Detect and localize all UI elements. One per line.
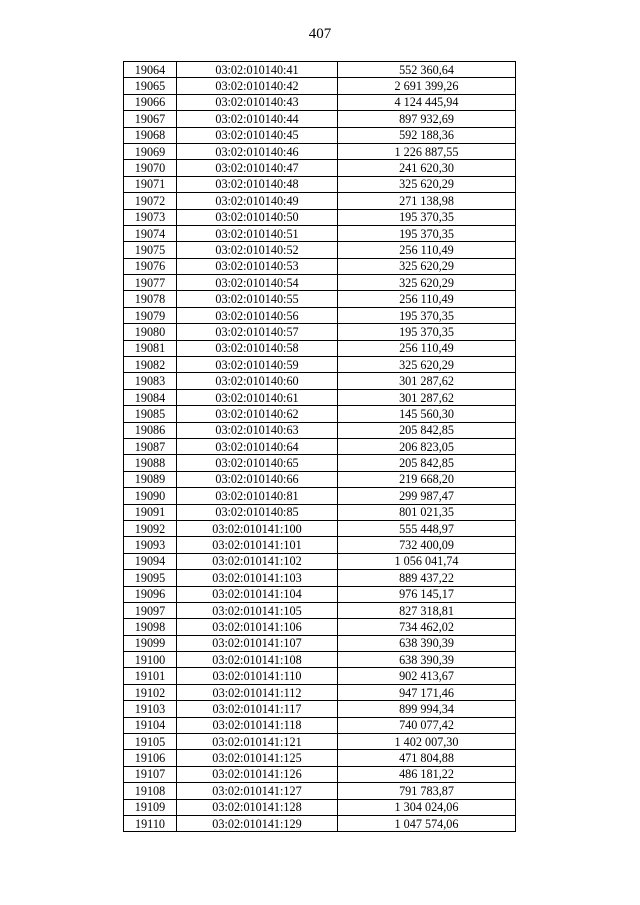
cadastral-number-cell: 03:02:010140:61 [177,389,338,405]
cadastral-number-cell: 03:02:010141:100 [177,520,338,536]
row-number-cell: 19083 [124,373,177,389]
row-number-cell: 19078 [124,291,177,307]
cadastral-number-cell: 03:02:010140:47 [177,160,338,176]
row-number-cell: 19091 [124,504,177,520]
table-row [124,94,516,110]
cadastral-number-cell: 03:02:010140:41 [177,62,338,78]
row-number-cell: 19089 [124,471,177,487]
table-row [124,553,516,569]
table-row [124,143,516,159]
cadastral-number-cell: 03:02:010140:50 [177,209,338,225]
row-number-cell: 19085 [124,406,177,422]
cadastral-number-cell: 03:02:010140:49 [177,193,338,209]
cadastral-value-cell: 976 145,17 [338,586,516,602]
row-number-cell: 19110 [124,815,177,831]
table-row [124,701,516,717]
table-row [124,422,516,438]
table-row [124,62,516,78]
table-row [124,520,516,536]
table-row [124,209,516,225]
cadastral-value-cell: 791 783,87 [338,783,516,799]
cadastral-value-cell: 325 620,29 [338,357,516,373]
cadastral-number-cell: 03:02:010140:48 [177,176,338,192]
row-number-cell: 19095 [124,570,177,586]
cadastral-number-cell: 03:02:010141:101 [177,537,338,553]
cadastral-number-cell: 03:02:010140:65 [177,455,338,471]
table-row [124,537,516,553]
table-row [124,750,516,766]
cadastral-value-cell: 256 110,49 [338,242,516,258]
table-row [124,570,516,586]
row-number-cell: 19064 [124,62,177,78]
table-row [124,176,516,192]
cadastral-value-cell: 205 842,85 [338,455,516,471]
cadastral-number-cell: 03:02:010141:128 [177,799,338,815]
cadastral-value-cell: 219 668,20 [338,471,516,487]
row-number-cell: 19087 [124,438,177,454]
cadastral-value-cell: 889 437,22 [338,570,516,586]
table-row [124,127,516,143]
table-row [124,340,516,356]
cadastral-number-cell: 03:02:010141:108 [177,652,338,668]
cadastral-value-cell: 1 056 041,74 [338,553,516,569]
row-number-cell: 19069 [124,143,177,159]
table-row [124,373,516,389]
page-number: 407 [308,26,332,42]
row-number-cell: 19065 [124,78,177,94]
table-row [124,357,516,373]
row-number-cell: 19096 [124,586,177,602]
cadastral-value-cell: 4 124 445,94 [338,94,516,110]
cadastral-number-cell: 03:02:010140:60 [177,373,338,389]
row-number-cell: 19081 [124,340,177,356]
row-number-cell: 19076 [124,258,177,274]
row-number-cell: 19108 [124,783,177,799]
row-number-cell: 19098 [124,619,177,635]
cadastral-number-cell: 03:02:010140:64 [177,438,338,454]
cadastral-value-cell: 801 021,35 [338,504,516,520]
cadastral-value-cell: 195 370,35 [338,324,516,340]
table-row [124,438,516,454]
cadastral-value-cell: 740 077,42 [338,717,516,733]
cadastral-value-cell: 555 448,97 [338,520,516,536]
cadastral-number-cell: 03:02:010141:107 [177,635,338,651]
row-number-cell: 19100 [124,652,177,668]
cadastral-value-cell: 206 823,05 [338,438,516,454]
cadastral-value-cell: 486 181,22 [338,766,516,782]
cadastral-number-cell: 03:02:010141:121 [177,734,338,750]
row-number-cell: 19106 [124,750,177,766]
table-row [124,291,516,307]
cadastral-value-cell: 899 994,34 [338,701,516,717]
table-row [124,111,516,127]
table-row [124,307,516,323]
table-row [124,815,516,831]
cadastral-value-cell: 902 413,67 [338,668,516,684]
cadastral-number-cell: 03:02:010140:62 [177,406,338,422]
row-number-cell: 19066 [124,94,177,110]
row-number-cell: 19084 [124,389,177,405]
row-number-cell: 19070 [124,160,177,176]
cadastral-number-cell: 03:02:010140:57 [177,324,338,340]
table-row [124,488,516,504]
cadastral-value-cell: 256 110,49 [338,291,516,307]
table-row [124,619,516,635]
row-number-cell: 19107 [124,766,177,782]
table-row [124,193,516,209]
cadastral-value-cell: 325 620,29 [338,176,516,192]
table-row [124,406,516,422]
cadastral-number-cell: 03:02:010140:66 [177,471,338,487]
table-row [124,783,516,799]
cadastral-value-cell: 256 110,49 [338,340,516,356]
cadastral-value-cell: 1 047 574,06 [338,815,516,831]
cadastral-value-cell: 638 390,39 [338,652,516,668]
cadastral-number-cell: 03:02:010141:117 [177,701,338,717]
row-number-cell: 19067 [124,111,177,127]
table-row [124,734,516,750]
row-number-cell: 19105 [124,734,177,750]
cadastral-number-cell: 03:02:010141:102 [177,553,338,569]
cadastral-value-cell: 301 287,62 [338,373,516,389]
table-row [124,242,516,258]
cadastral-value-cell: 195 370,35 [338,225,516,241]
table-row [124,258,516,274]
row-number-cell: 19093 [124,537,177,553]
cadastral-number-cell: 03:02:010140:46 [177,143,338,159]
cadastral-number-cell: 03:02:010140:58 [177,340,338,356]
cadastral-value-cell: 271 138,98 [338,193,516,209]
cadastral-value-cell: 638 390,39 [338,635,516,651]
row-number-cell: 19068 [124,127,177,143]
cadastral-value-cell: 301 287,62 [338,389,516,405]
row-number-cell: 19073 [124,209,177,225]
cadastral-number-cell: 03:02:010140:54 [177,275,338,291]
cadastral-number-cell: 03:02:010140:53 [177,258,338,274]
table-row [124,684,516,700]
cadastral-number-cell: 03:02:010140:56 [177,307,338,323]
cadastral-number-cell: 03:02:010141:103 [177,570,338,586]
row-number-cell: 19097 [124,602,177,618]
cadastral-number-cell: 03:02:010141:118 [177,717,338,733]
table-row [124,766,516,782]
table-row [124,635,516,651]
cadastral-number-cell: 03:02:010140:52 [177,242,338,258]
row-number-cell: 19071 [124,176,177,192]
row-number-cell: 19099 [124,635,177,651]
cadastral-value-cell: 1 226 887,55 [338,143,516,159]
cadastral-value-cell: 2 691 399,26 [338,78,516,94]
cadastral-number-cell: 03:02:010141:125 [177,750,338,766]
row-number-cell: 19077 [124,275,177,291]
cadastral-value-cell: 732 400,09 [338,537,516,553]
row-number-cell: 19075 [124,242,177,258]
cadastral-value-cell: 299 987,47 [338,488,516,504]
cadastral-value-cell: 1 304 024,06 [338,799,516,815]
cadastral-value-cell: 471 804,88 [338,750,516,766]
table-body [124,62,516,832]
cadastral-number-cell: 03:02:010141:127 [177,783,338,799]
row-number-cell: 19072 [124,193,177,209]
cadastral-value-cell: 145 560,30 [338,406,516,422]
cadastral-number-cell: 03:02:010140:81 [177,488,338,504]
table-row [124,78,516,94]
cadastral-number-cell: 03:02:010140:85 [177,504,338,520]
cadastral-number-cell: 03:02:010140:55 [177,291,338,307]
cadastral-value-cell: 241 620,30 [338,160,516,176]
cadastral-number-cell: 03:02:010141:110 [177,668,338,684]
cadastral-number-cell: 03:02:010140:43 [177,94,338,110]
cadastral-value-cell: 195 370,35 [338,307,516,323]
cadastral-number-cell: 03:02:010140:59 [177,357,338,373]
cadastral-number-cell: 03:02:010140:63 [177,422,338,438]
cadastral-value-table [123,61,516,832]
table-row [124,455,516,471]
row-number-cell: 19103 [124,701,177,717]
cadastral-number-cell: 03:02:010140:42 [177,78,338,94]
cadastral-value-cell: 195 370,35 [338,209,516,225]
row-number-cell: 19079 [124,307,177,323]
cadastral-value-cell: 325 620,29 [338,258,516,274]
cadastral-number-cell: 03:02:010141:104 [177,586,338,602]
cadastral-value-cell: 734 462,02 [338,619,516,635]
cadastral-value-cell: 592 188,36 [338,127,516,143]
cadastral-value-cell: 325 620,29 [338,275,516,291]
row-number-cell: 19090 [124,488,177,504]
cadastral-number-cell: 03:02:010141:126 [177,766,338,782]
table-row [124,324,516,340]
row-number-cell: 19092 [124,520,177,536]
table-row [124,389,516,405]
cadastral-value-cell: 897 932,69 [338,111,516,127]
row-number-cell: 19080 [124,324,177,340]
table-row [124,225,516,241]
cadastral-number-cell: 03:02:010140:44 [177,111,338,127]
cadastral-number-cell: 03:02:010140:51 [177,225,338,241]
table-row [124,652,516,668]
cadastral-number-cell: 03:02:010140:45 [177,127,338,143]
cadastral-number-cell: 03:02:010141:129 [177,815,338,831]
table-row [124,586,516,602]
cadastral-value-cell: 552 360,64 [338,62,516,78]
table-row [124,668,516,684]
table-row [124,717,516,733]
cadastral-value-cell: 205 842,85 [338,422,516,438]
row-number-cell: 19109 [124,799,177,815]
table-row [124,275,516,291]
table-row [124,160,516,176]
row-number-cell: 19104 [124,717,177,733]
cadastral-number-cell: 03:02:010141:105 [177,602,338,618]
table-row [124,799,516,815]
row-number-cell: 19102 [124,684,177,700]
row-number-cell: 19082 [124,357,177,373]
cadastral-value-cell: 827 318,81 [338,602,516,618]
cadastral-value-cell: 947 171,46 [338,684,516,700]
table-row [124,602,516,618]
row-number-cell: 19094 [124,553,177,569]
table-row [124,504,516,520]
cadastral-number-cell: 03:02:010141:112 [177,684,338,700]
row-number-cell: 19086 [124,422,177,438]
row-number-cell: 19101 [124,668,177,684]
cadastral-number-cell: 03:02:010141:106 [177,619,338,635]
cadastral-value-cell: 1 402 007,30 [338,734,516,750]
table-row [124,471,516,487]
row-number-cell: 19074 [124,225,177,241]
row-number-cell: 19088 [124,455,177,471]
